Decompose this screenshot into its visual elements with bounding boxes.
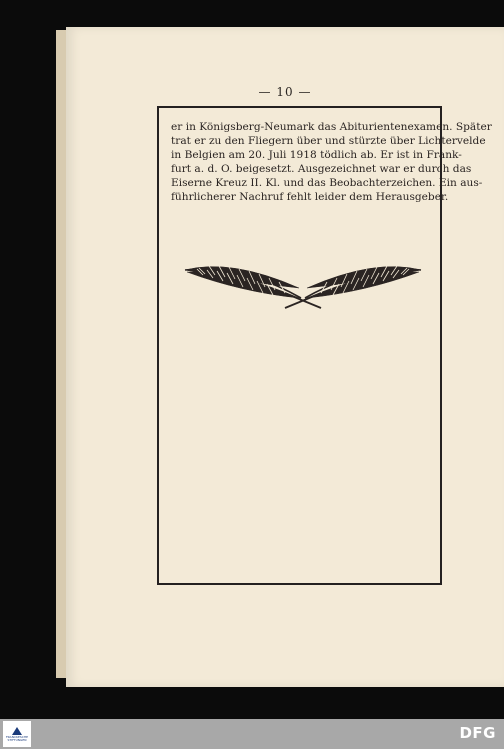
text-line: trat er zu den Fliegern über und stürzte über Lichtervelde [171,135,486,147]
text-line: furt a. d. O. beigesetzt. Ausgezeichnet war er durch das [171,163,472,175]
text-line: führlicherer Nachruf fehlt leider dem Herausgeber. [171,191,449,203]
page-number: — 10 — [258,85,312,99]
memorial-frame [157,106,492,585]
memorial-text [171,120,492,204]
document-page [66,27,504,687]
text-line: Eiserne Kreuz II. Kl. und das Beobachterzeichen. Ein aus- [171,177,483,189]
crossed-palm-branches-icon [181,258,425,310]
foundation-label: STIFTUNGEN [7,738,27,742]
viewer-footer-bar [0,719,504,749]
text-line: in Belgien am 20. Juli 1918 tödlich ab. Er ist in Frank- [171,149,462,161]
foundation-label: FRANCKESCHE [5,735,29,739]
dfg-logo[interactable]: DFG [459,724,496,742]
text-line: er in Königsberg-Neumark das Abiturientenexamen. Später [171,121,492,133]
foundation-logo-icon[interactable] [3,721,31,747]
